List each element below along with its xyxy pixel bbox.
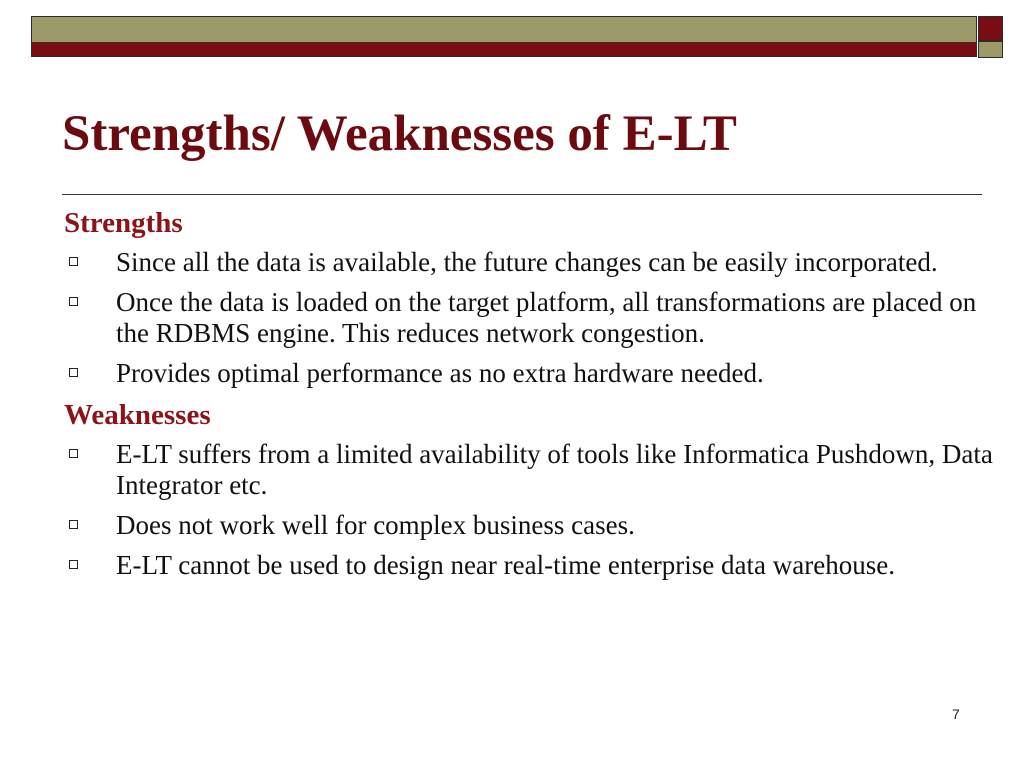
square-bullet-icon (69, 368, 78, 377)
square-bullet-icon (69, 257, 78, 266)
header-maroon-band (32, 43, 976, 56)
page-number: 7 (952, 706, 960, 722)
square-bullet-icon (69, 297, 78, 306)
slide-title: Strengths/ Weaknesses of E-LT (62, 106, 737, 162)
weaknesses-list (64, 439, 994, 581)
header-olive-band (32, 17, 976, 43)
list-item (64, 358, 994, 389)
list-item-text: Provides optimal performance as no extra hardware needed. (116, 357, 764, 388)
list-item (64, 439, 994, 501)
list-item-text: Once the data is loaded on the target platform, all transformations are placed on the RDBMS engine. This reduces network congestion. (116, 286, 977, 348)
list-item-text: Since all the data is available, the future changes can be easily incorporated. (116, 246, 938, 277)
list-item (64, 510, 994, 541)
strengths-list (64, 247, 994, 389)
list-item (64, 287, 994, 349)
square-bullet-icon (69, 520, 78, 529)
list-item-text: Does not work well for complex business cases. (116, 509, 635, 540)
square-bullet-icon (69, 560, 78, 569)
list-item (64, 550, 994, 581)
list-item-text: E-LT suffers from a limited availability of tools like Informatica Pushdown, Data Integrator etc. (116, 438, 993, 500)
list-item (64, 247, 994, 278)
header-decoration-bar (31, 16, 977, 57)
title-divider (62, 194, 982, 195)
strengths-heading: Strengths (64, 207, 183, 239)
corner-olive-square (978, 41, 1003, 58)
slide-body (64, 206, 994, 590)
list-item-text: E-LT cannot be used to design near real-time enterprise data warehouse. (116, 549, 895, 580)
corner-maroon-square (978, 16, 1003, 41)
weaknesses-heading: Weaknesses (64, 398, 211, 431)
square-bullet-icon (69, 449, 78, 458)
